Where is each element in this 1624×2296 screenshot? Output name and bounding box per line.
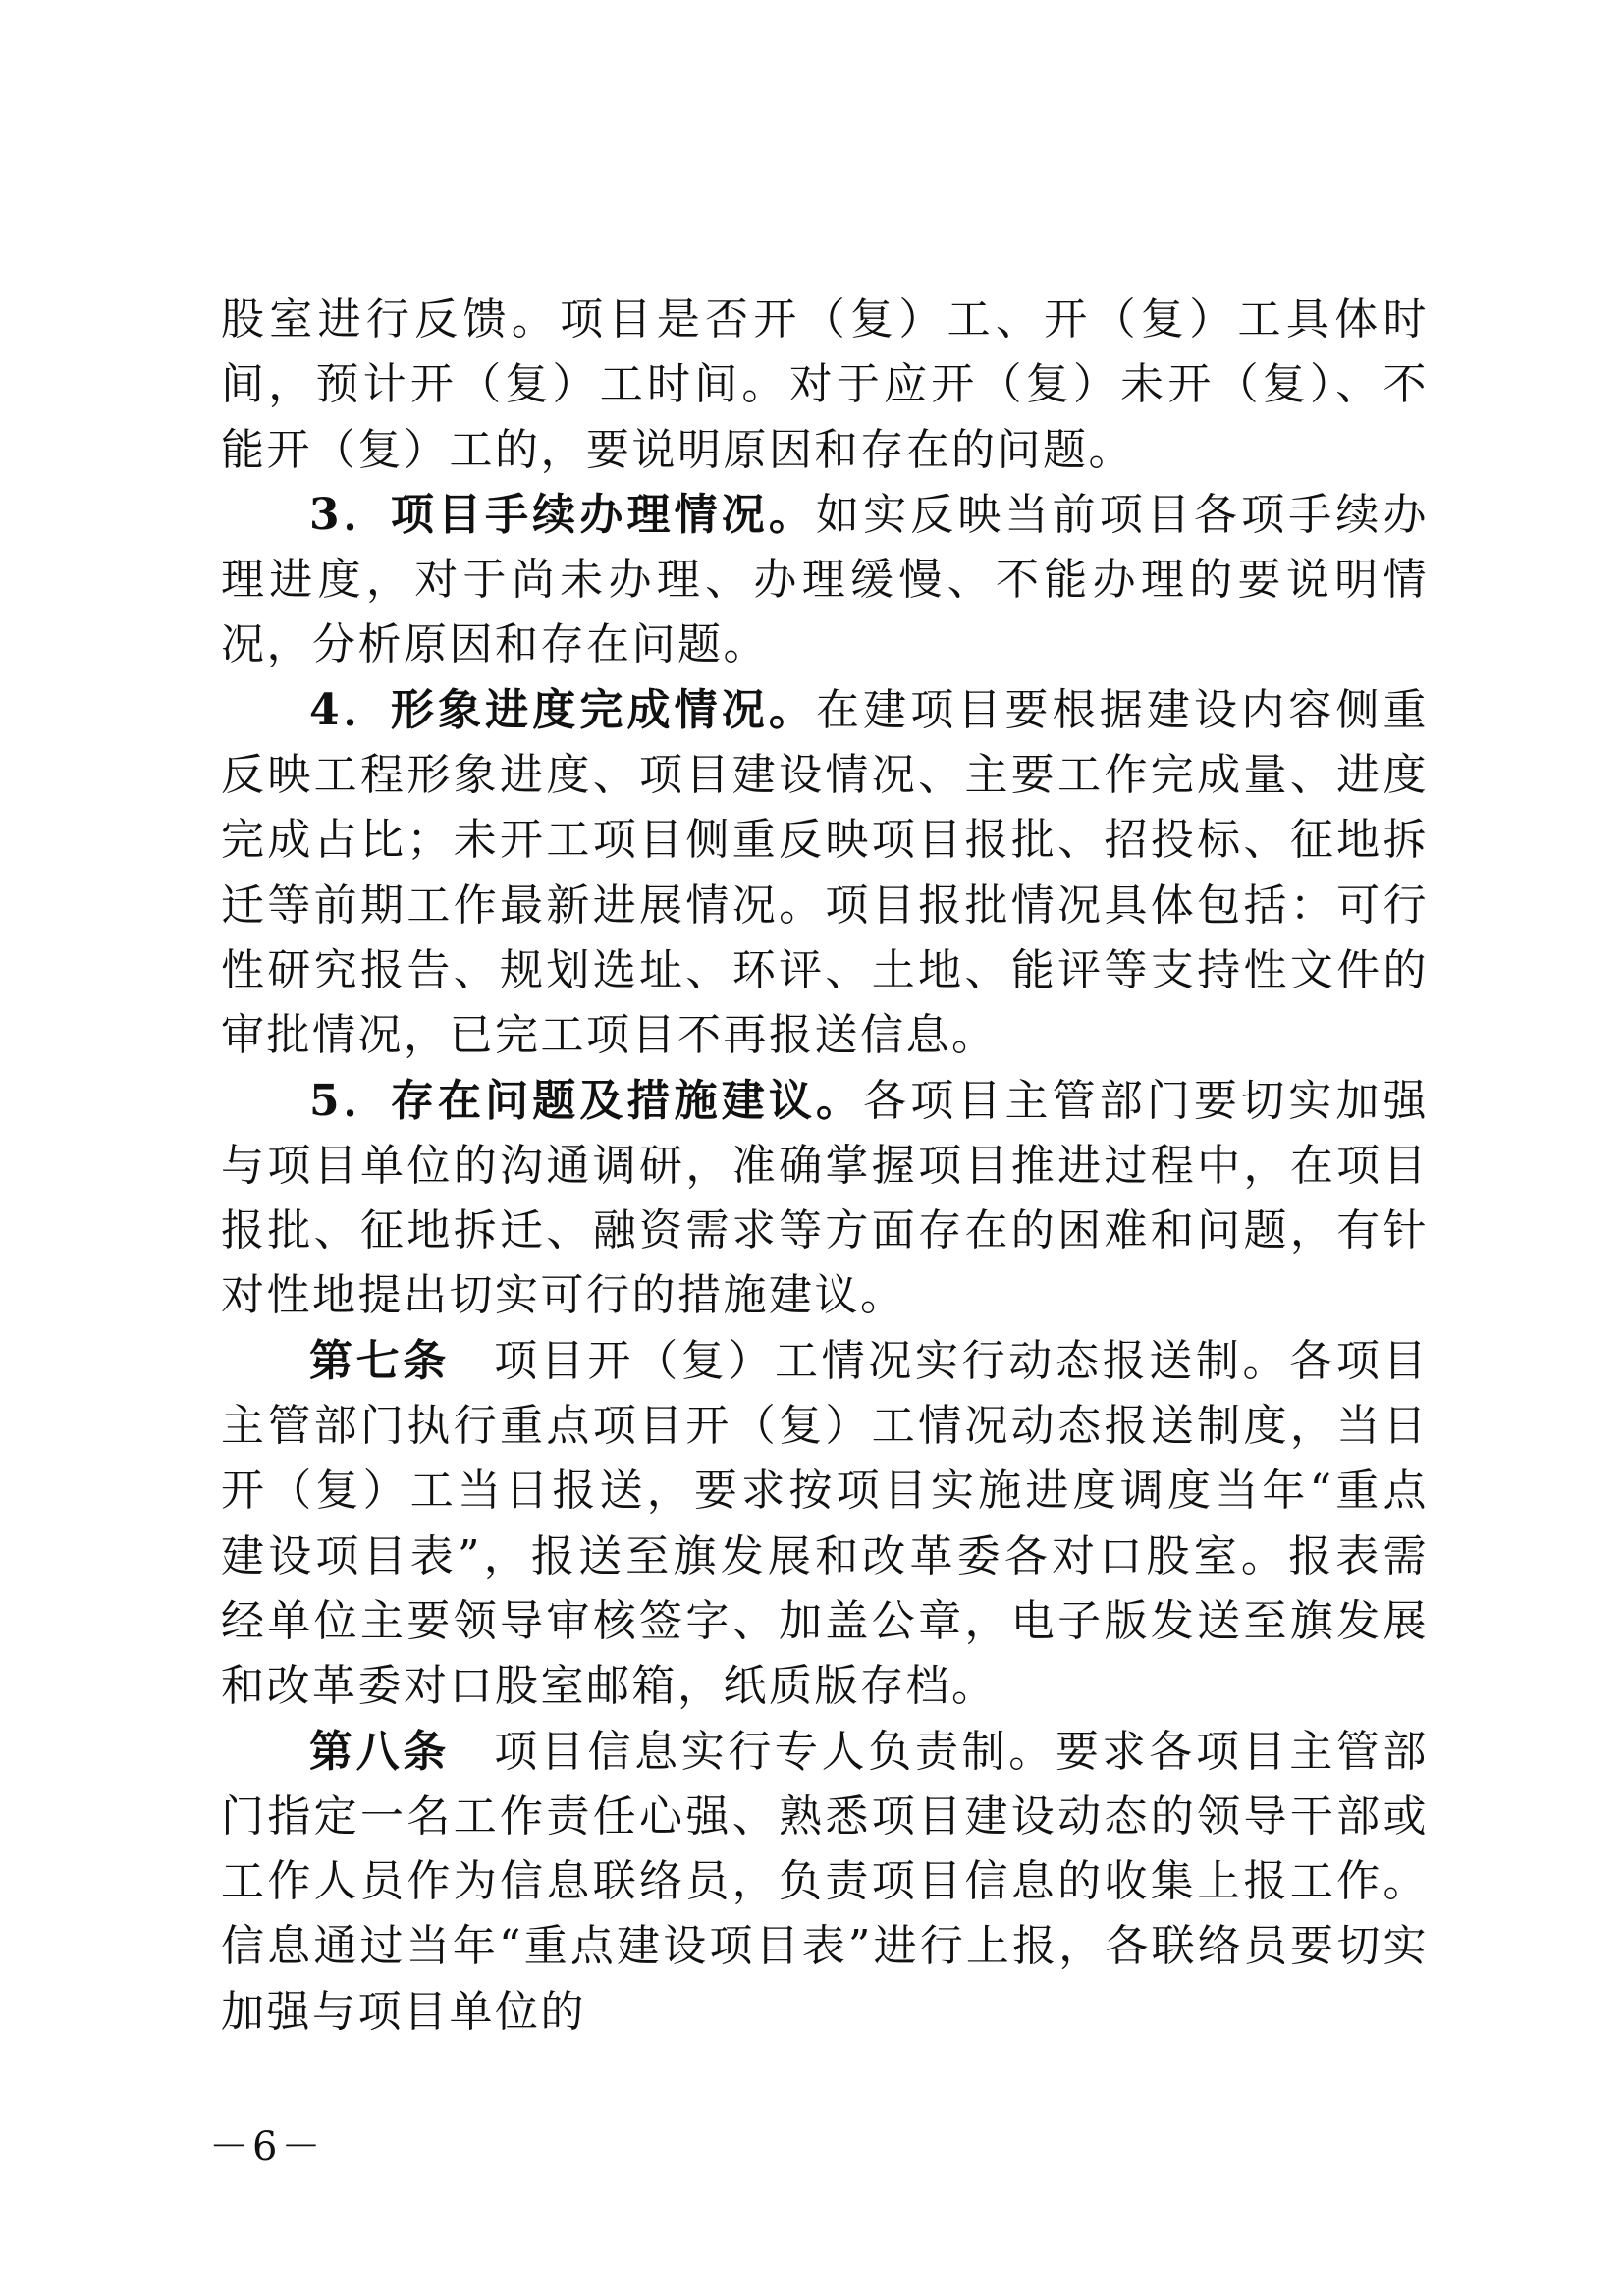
paragraph-heading: 4．形象进度完成情况。 xyxy=(309,684,816,735)
article-label: 第八条 xyxy=(309,1726,450,1777)
paragraph-continuation xyxy=(221,288,1429,483)
article-text: 项目开（复）工情况实行动态报送制。各项目主管部门执行重点项目开（复）工情况动态报送制度，当日开（复）工当日报送，要求按项目实施进度调度当年“重点建设项目表”，报送至旗发展和改革委各对口股室。报表需经单位主要领导审核签字、加盖公章，电子版发送至旗发展和改革委对口股室邮箱，纸质版存档。 xyxy=(221,1335,1430,1712)
paragraph-text: 股室进行反馈。项目是否开（复）工、开（复）工具体时间，预计开（复）工时间。对于应开（复）未开（复）、不能开（复）工的，要说明原因和存在的问题。 xyxy=(221,294,1429,475)
paragraph-heading: 3．项目手续办理情况。 xyxy=(309,489,816,540)
paragraph-text: 各项目主管部门要切实加强与项目单位的沟通调研，准确掌握项目推进过程中，在项目报批、征地拆迁、融资需求等方面存在的困难和问题，有针对性地提出切实可行的措施建议。 xyxy=(221,1075,1429,1321)
page-number: －6－ xyxy=(209,2124,325,2169)
paragraph-item-5 xyxy=(221,1069,1429,1329)
document-body xyxy=(221,288,1429,2045)
paragraph-text: 在建项目要根据建设内容侧重反映工程形象进度、项目建设情况、主要工作完成量、进度完成占比；未开工项目侧重反映项目报批、招投标、征地拆迁等前期工作最新进展情况。项目报批情况具体包括：可行性研究报告、规划选址、环评、土地、能评等支持性文件的审批情况，已完工项目不再报送信息。 xyxy=(221,684,1429,1061)
paragraph-item-4 xyxy=(221,678,1429,1069)
article-7 xyxy=(221,1329,1429,1720)
paragraph-heading: 5．存在问题及措施建议。 xyxy=(309,1075,864,1126)
article-8 xyxy=(221,1720,1429,2045)
paragraph-item-3 xyxy=(221,483,1429,678)
article-label: 第七条 xyxy=(309,1335,450,1386)
paragraph-text: 如实反映当前项目各项手续办理进度，对于尚未办理、办理缓慢、不能办理的要说明情况，分析原因和存在问题。 xyxy=(221,489,1429,670)
article-text: 项目信息实行专人负责制。要求各项目主管部门指定一名工作责任心强、熟悉项目建设动态的领导干部或工作人员作为信息联络员，负责项目信息的收集上报工作。信息通过当年“重点建设项目表”进行上报，各联络员要切实加强与项目单位的 xyxy=(221,1726,1430,2037)
